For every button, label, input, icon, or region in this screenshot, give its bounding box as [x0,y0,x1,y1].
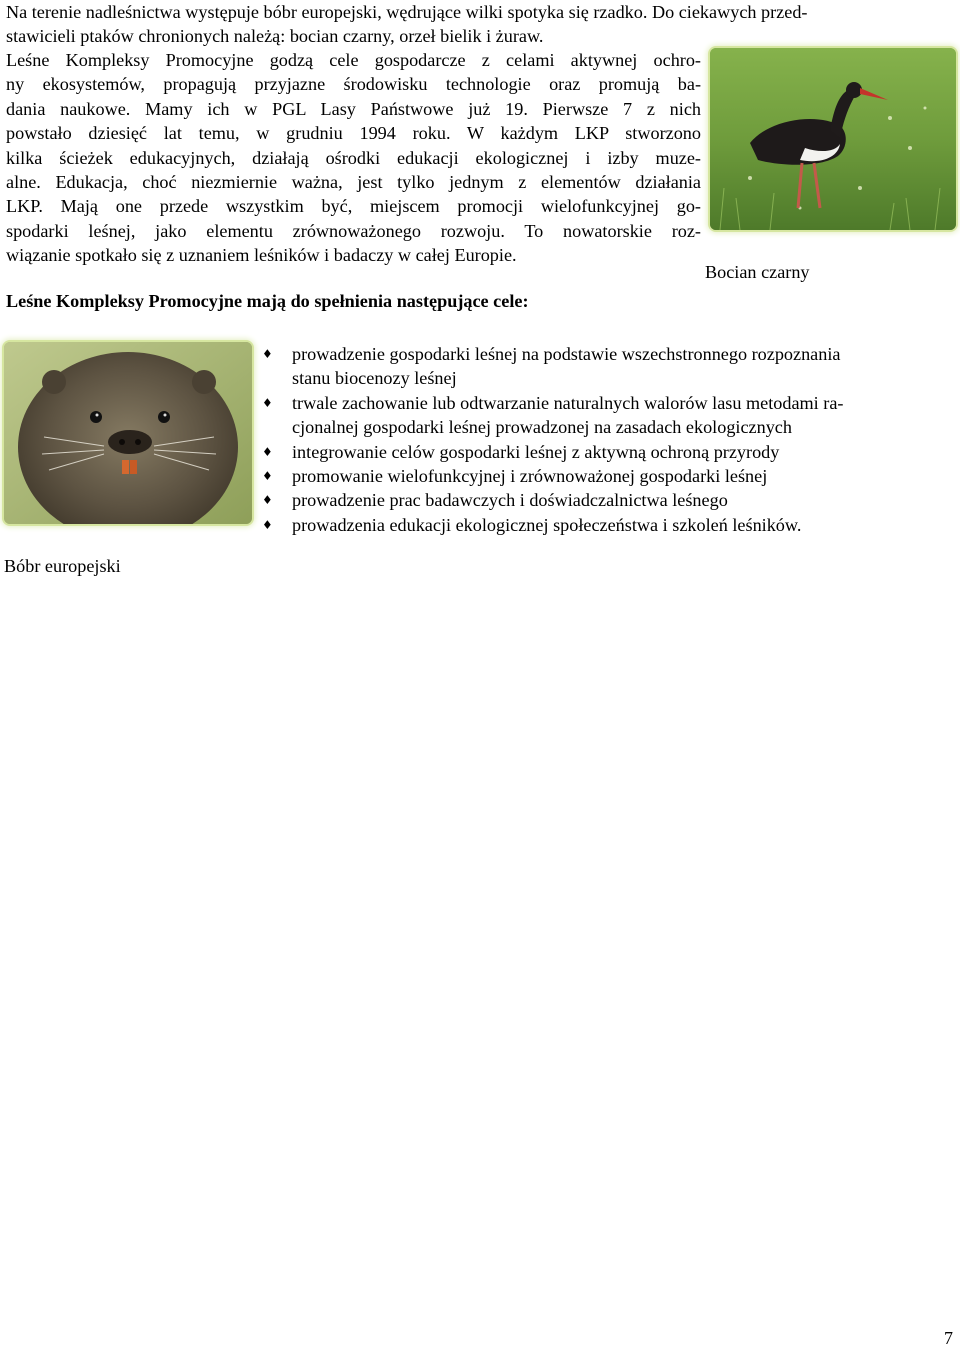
goal-text-line: promowanie wielofunkcyjnej i zrównoważonej gospodarki leśnej [292,466,768,487]
goal-item [262,440,942,464]
intro-line: stawicieli ptaków chronionych należą: bocian czarny, orzeł bielik i żuraw. [6,26,544,46]
intro-paragraph [6,0,952,48]
lkp-line: wiązanie spotkało się z uznaniem leśników i badaczy w całej Europie. [6,245,517,266]
goal-item [262,488,942,512]
diamond-bullet-icon: ♦ [262,493,273,508]
diamond-bullet-icon: ♦ [262,347,273,361]
lkp-line: LKP. Mają one przede wszystkim być, miejscem promocji wielofunkcyjnej go- [6,196,701,217]
lkp-line: alne. Edukacja, choć niezmiernie ważna, jest tylko jednym z elementów działania [6,171,701,192]
page-number: 7 [944,1328,953,1348]
goal-text-line: prowadzenie prac badawczych i doświadczalnictwa leśnego [292,490,728,511]
goals-list [262,342,942,537]
intro-line: Na terenie nadleśnictwa występuje bóbr europejski, wędrujące wilki spotyka się rzadko. Do ciekawych przed- [6,2,808,22]
goal-item [262,464,942,488]
goal-text-line: prowadzenie gospodarki leśnej na podstawie wszechstronnego rozpoznania [292,344,841,364]
goal-text-line: trwale zachowanie lub odtwarzanie naturalnych walorów lasu metodami ra- [292,392,844,413]
lkp-paragraph [6,48,701,268]
black-stork-photo [710,48,956,230]
goal-text-line: integrowanie celów gospodarki leśnej z aktywną ochroną przyrody [292,441,780,462]
lkp-line: ny ekosystemów, propagują przyjazne środowisku technologie oraz promują ba- [6,74,701,95]
lkp-line: kilka ścieżek edukacyjnych, działają ośrodki edukacji ekologicznej i izby muze- [6,147,701,168]
goal-item [262,513,942,537]
goal-item [262,391,942,440]
goal-text-line: cjonalnej gospodarki leśnej prowadzonej na zasadach ekologicznych [292,417,792,438]
goals-heading: Leśne Kompleksy Promocyjne mają do spełnienia następujące cele: [6,291,529,311]
beaver-photo [4,342,252,524]
diamond-bullet-icon: ♦ [262,444,273,459]
lkp-line: powstało dziesięć lat temu, w grudniu 1994 roku. W każdym LKP stworzono [6,123,701,144]
diamond-bullet-icon: ♦ [262,469,273,484]
goal-text-line: stanu biocenozy leśnej [292,368,457,389]
diamond-bullet-icon: ♦ [262,517,273,532]
stork-caption: Bocian czarny [705,262,810,282]
lkp-line: Leśne Kompleksy Promocyjne godzą cele gospodarcze z celami aktywnej ochro- [6,50,701,70]
diamond-bullet-icon: ♦ [262,395,273,410]
lkp-line: spodarki leśnej, jako elementu zrównoważonego rozwoju. To nowatorskie roz- [6,220,701,241]
goal-text-line: prowadzenia edukacji ekologicznej społeczeństwa i szkoleń leśników. [292,514,802,535]
lkp-line: dania naukowe. Mamy ich w PGL Lasy Państwowe już 19. Pierwsze 7 z nich [6,98,701,119]
beaver-caption: Bóbr europejski [4,556,121,576]
goal-item [262,342,942,391]
